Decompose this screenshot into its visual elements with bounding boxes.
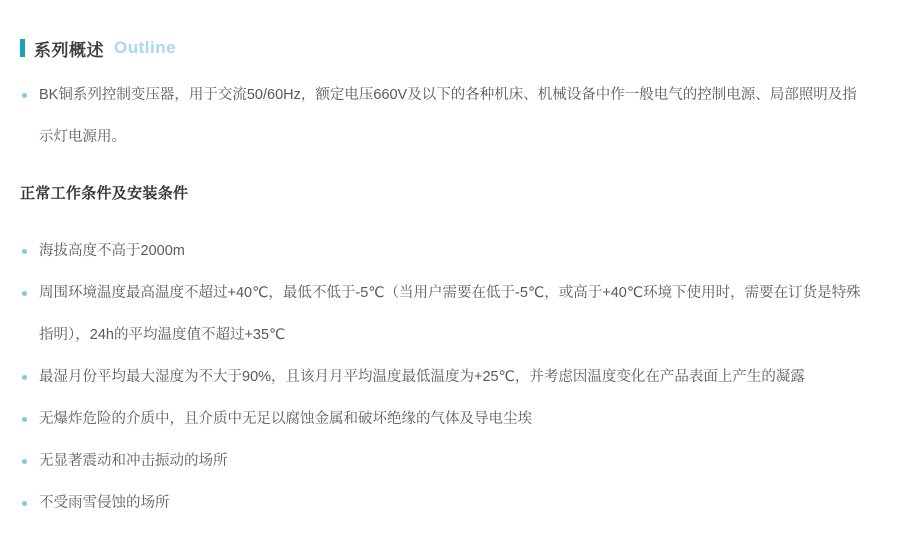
bullet-dot-icon [22, 291, 27, 296]
condition-text: 无爆炸危险的介质中，且介质中无足以腐蚀金属和破坏绝缘的气体及导电尘埃 [39, 411, 532, 427]
bullet-dot-icon [22, 375, 27, 380]
list-item [20, 272, 870, 356]
intro-text: BK铜系列控制变压器，用于交流50/60Hz，额定电压660V及以下的各种机床、机械设备中作一般电气的控制电源、局部照明及指示灯电源用。 [39, 87, 857, 145]
list-item [20, 74, 870, 158]
bullet-dot-icon [22, 249, 27, 254]
condition-text: 不受雨雪侵蚀的场所 [39, 495, 170, 511]
conditions-heading: 正常工作条件及安装条件 [20, 185, 189, 202]
page-title-en: Outline [114, 38, 177, 57]
page-title-cn: 系列概述 [34, 40, 104, 60]
condition-text: 周围环境温度最高温度不超过+40℃，最低不低于-5℃（当用户需要在低于-5℃，或高于+40℃环境下使用时，需要在订货是特殊指明），24h的平均温度值不超过+35℃ [39, 285, 861, 343]
condition-text: 海拔高度不高于2000m [39, 243, 185, 259]
section-header [20, 36, 878, 60]
conditions-bullet-list [20, 230, 878, 524]
bullet-dot-icon [22, 501, 27, 506]
bullet-dot-icon [22, 459, 27, 464]
list-item [20, 482, 870, 524]
list-item [20, 398, 870, 440]
bullet-dot-icon [22, 93, 27, 98]
list-item [20, 440, 870, 482]
list-item [20, 230, 870, 272]
bullet-dot-icon [22, 417, 27, 422]
condition-text: 无显著震动和冲击振动的场所 [39, 453, 228, 469]
condition-text: 最湿月份平均最大湿度为不大于90%，且该月月平均温度最低温度为+25℃，并考虑因温度变化在产品表面上产生的凝露 [39, 369, 805, 385]
intro-bullet-list [20, 74, 878, 158]
list-item [20, 356, 870, 398]
accent-bar-icon [20, 39, 25, 57]
